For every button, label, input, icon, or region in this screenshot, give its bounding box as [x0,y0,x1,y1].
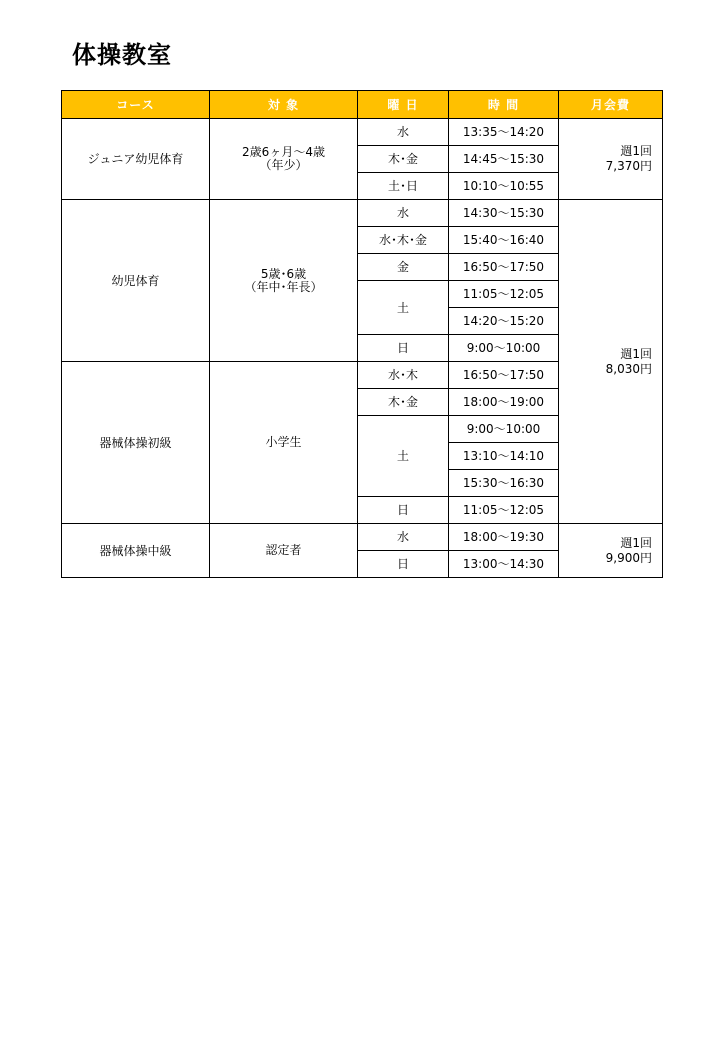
slot-day: 水 [358,200,449,227]
course-target [210,200,358,362]
table-row [62,524,663,551]
slot-time: 15:40～16:40 [449,227,559,254]
slot-time: 18:00～19:30 [449,524,559,551]
slot-day: 木･金 [358,146,449,173]
target-age: 5歳･6歳 [260,266,307,281]
table-row [62,200,663,227]
page-title: 体操教室 [72,41,172,69]
slot-day: 日 [358,335,449,362]
slot-day: 木･金 [358,389,449,416]
slot-day: 水･木･金 [358,227,449,254]
slot-time: 9:00～10:00 [449,416,559,443]
slot-day: 土 [358,416,449,497]
fee-frequency: 週1回 [620,535,652,550]
slot-day: 水･木 [358,362,449,389]
fee-amount: 9,900円 [605,550,652,565]
slot-time: 10:10～10:55 [449,173,559,200]
monthly-fee [559,200,663,524]
fee-amount: 7,370円 [605,159,652,173]
course-name: ジュニア幼児体育 [62,119,210,200]
slot-time: 9:00～10:00 [449,335,559,362]
slot-time: 14:20～15:20 [449,308,559,335]
table-header-row [62,91,663,119]
target-age: 小学生 [265,435,302,449]
course-target [210,119,358,200]
target-grade: （年中･年長） [244,279,323,294]
header-day: 曜 日 [358,91,449,119]
slot-day: 日 [358,497,449,524]
fee-amount: 8,030円 [605,361,652,376]
monthly-fee [559,119,663,200]
slot-time: 15:30～16:30 [449,470,559,497]
course-name: 器械体操中級 [62,524,210,578]
slot-time: 13:00～14:30 [449,551,559,578]
course-name: 幼児体育 [62,200,210,362]
header-course: コース [62,91,210,119]
slot-time: 13:35～14:20 [449,119,559,146]
slot-day: 土 [358,281,449,335]
target-grade: （年少） [259,158,308,172]
slot-time: 14:45～15:30 [449,146,559,173]
table-row [62,119,663,146]
target-age: 認定者 [265,543,302,557]
target-age: 2歳6ヶ月～4歳 [242,145,325,159]
course-target [210,362,358,524]
header-fee: 月会費 [559,91,663,119]
course-name: 器械体操初級 [62,362,210,524]
header-time: 時 間 [449,91,559,119]
monthly-fee [559,524,663,578]
schedule-table [61,90,663,578]
fee-frequency: 週1回 [620,144,652,158]
slot-day: 水 [358,119,449,146]
slot-time: 18:00～19:00 [449,389,559,416]
slot-time: 16:50～17:50 [449,254,559,281]
fee-frequency: 週1回 [620,346,652,361]
slot-time: 13:10～14:10 [449,443,559,470]
course-target [210,524,358,578]
slot-day: 金 [358,254,449,281]
header-target: 対 象 [210,91,358,119]
slot-day: 水 [358,524,449,551]
slot-time: 11:05～12:05 [449,497,559,524]
slot-time: 11:05～12:05 [449,281,559,308]
slot-day: 土･日 [358,173,449,200]
slot-day: 日 [358,551,449,578]
slot-time: 16:50～17:50 [449,362,559,389]
slot-time: 14:30～15:30 [449,200,559,227]
